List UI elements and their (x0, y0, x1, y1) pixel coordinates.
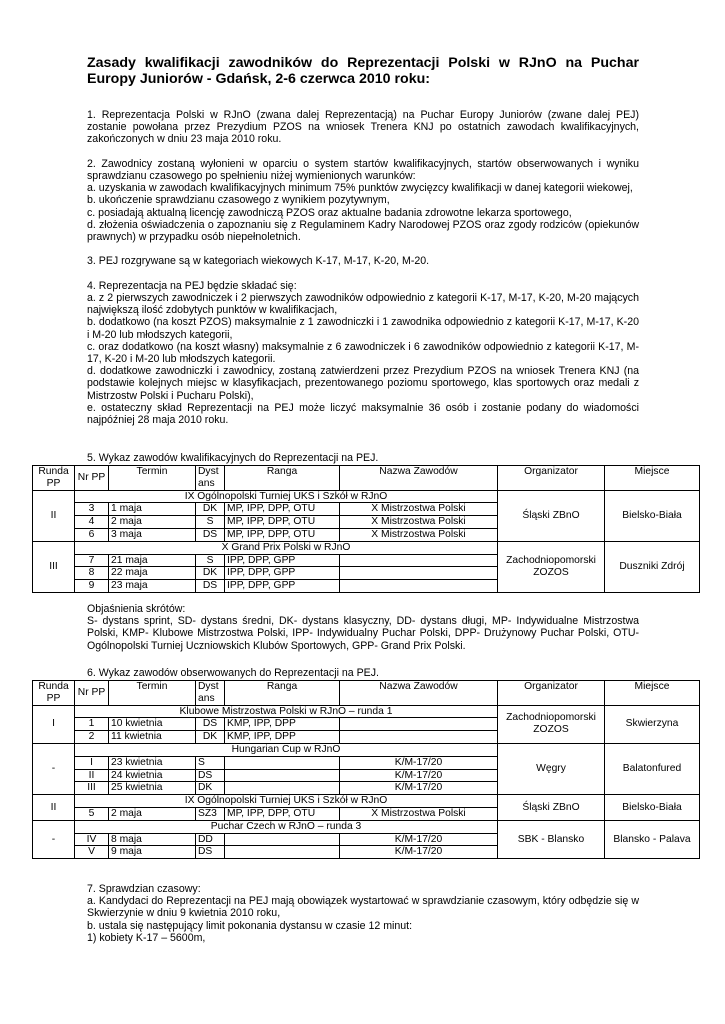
event-group-title: IX Ogólnopolski Turniej UKS i Szkół w RJnO (75, 795, 498, 808)
paragraph-4-d: d. dodatkowe zawodniczki i zawodnicy, zostaną zatwierdzeni przez Prezydium PZOS na wniosek Trenera KNJ (na podstawie kolejnych miejsc w klasyfikacjach, prezentowanego poziomu sportowego, klas sportowych oraz medali z Mistrzostw Polski i Pucharu Polski), (87, 365, 639, 402)
round-cell: III (33, 541, 75, 592)
header-miejsce: Miejsce (605, 466, 700, 491)
name-cell: X Mistrzostwa Polski (340, 807, 498, 820)
header-runda: Runda PP (33, 681, 75, 706)
paragraph-4-e: e. ostateczny skład Reprezentacji na PEJ może liczyć maksymalnie 36 osób i zostanie podany do wiadomości najpóźniej 28 maja 2010 roku. (87, 401, 639, 427)
name-cell (340, 554, 498, 567)
paragraph-3: 3. PEJ rozgrywane są w kategoriach wiekowych K-17, M-17, K-20, M-20. (87, 255, 430, 268)
rank-cell: MP, IPP, DPP, OTU (225, 516, 340, 529)
header-nr: Nr PP (75, 681, 109, 706)
rank-cell: MP, IPP, DPP, OTU (225, 503, 340, 516)
date-cell: 22 maja (109, 567, 196, 580)
place-cell: Skwierzyna (605, 705, 700, 743)
organizer-cell: Zachodniopomorski ZOZOS (498, 705, 605, 743)
event-group-title: Puchar Czech w RJnO – runda 3 (75, 820, 498, 833)
header-nazwa: Nazwa Zawodów (340, 466, 498, 491)
name-cell (340, 580, 498, 593)
distance-cell: DS (196, 718, 225, 731)
nr-cell: 9 (75, 580, 109, 593)
distance-cell: S (196, 756, 225, 769)
date-cell: 2 maja (109, 807, 196, 820)
nr-cell: V (75, 846, 109, 859)
header-termin: Termin (109, 466, 196, 491)
observed-table (32, 680, 699, 859)
date-cell: 1 maja (109, 503, 196, 516)
date-cell: 8 maja (109, 833, 196, 846)
rank-cell (225, 846, 340, 859)
distance-cell: S (196, 516, 225, 529)
header-dystans: Dyst ans (196, 681, 225, 706)
date-cell: 2 maja (109, 516, 196, 529)
nr-cell: III (75, 782, 109, 795)
distance-cell: SZ3 (196, 807, 225, 820)
date-cell: 9 maja (109, 846, 196, 859)
event-group-title: IX Ogólnopolski Turniej UKS i Szkół w RJnO (75, 490, 498, 503)
header-nr: Nr PP (75, 466, 109, 491)
table-5-caption: 5. Wykaz zawodów kwalifikacyjnych do Reprezentacji na PEJ. (87, 452, 379, 464)
distance-cell: DS (196, 528, 225, 541)
nr-cell: 3 (75, 503, 109, 516)
date-cell: 23 maja (109, 580, 196, 593)
paragraph-4-b: b. dodatkowo (na koszt PZOS) maksymalnie z 1 zawodniczki i 1 zawodnika odpowiednio z kategorii K-17, M-17, K-20 i M-20 lub młodszych kategorii, (87, 316, 639, 341)
round-cell: II (33, 490, 75, 541)
name-cell: K/M-17/20 (340, 846, 498, 859)
header-termin: Termin (109, 681, 196, 706)
section-7-intro: 7. Sprawdzian czasowy: (87, 883, 201, 895)
round-cell: II (33, 795, 75, 821)
distance-cell: DK (196, 503, 225, 516)
paragraph-4-intro: 4. Reprezentacja na PEJ będzie składać się: (87, 279, 297, 292)
paragraph-2-a: a. uzyskania w zawodach kwalifikacyjnych minimum 75% punktów zwycięzcy kwalifikacji w danej kategorii wiekowej, (87, 182, 633, 195)
place-cell: Duszniki Zdrój (605, 541, 700, 592)
name-cell: X Mistrzostwa Polski (340, 516, 498, 529)
distance-cell: DS (196, 580, 225, 593)
date-cell: 10 kwietnia (109, 718, 196, 731)
paragraph-4-c: c. oraz dodatkowo (na koszt własny) maksymalnie z 6 zawodniczek i 6 zawodników odpowiednio z kategorii K-17, M-17, K-20 i M-20 lub młodszych kategorii. (87, 340, 639, 366)
date-cell: 25 kwietnia (109, 782, 196, 795)
table-header-row (33, 681, 700, 706)
name-cell: K/M-17/20 (340, 782, 498, 795)
paragraph-2-b: b. ukończenie sprawdzianu czasowego z wynikiem pozytywnym, (87, 194, 390, 207)
organizer-cell: Śląski ZBnO (498, 490, 605, 541)
place-cell: Bielsko-Biała (605, 490, 700, 541)
nr-cell: 2 (75, 731, 109, 744)
header-dystans: Dyst ans (196, 466, 225, 491)
organizer-cell: Śląski ZBnO (498, 795, 605, 821)
paragraph-4-a: a. z 2 pierwszych zawodniczek i 2 pierwszych zawodników odpowiednio z kategorii K-17, M-17, K-20, M-20 mających największą ilość zdobytych punktów w kwalifikacjach, (87, 292, 639, 317)
rank-cell: IPP, DPP, GPP (225, 580, 340, 593)
rank-cell (225, 769, 340, 782)
rank-cell: IPP, DPP, GPP (225, 554, 340, 567)
round-cell: - (33, 743, 75, 794)
header-ranga: Ranga (225, 466, 340, 491)
nr-cell: 1 (75, 718, 109, 731)
page-title: Zasady kwalifikacji zawodników do Reprezentacji Polski w RJnO na Puchar Europy Juniorów - Gdańsk, 2-6 czerwca 2010 roku: (87, 55, 639, 87)
rank-cell: IPP, DPP, GPP (225, 567, 340, 580)
organizer-cell: Zachodniopomorski ZOZOS (498, 541, 605, 592)
paragraph-2-d: d. złożenia oświadczenia o zapoznaniu się z Regulaminem Kadry Narodowej PZOS oraz zgody rodziców (opiekunów prawnych) w przypadku osób niepełnoletnich. (87, 218, 639, 244)
document-page (87, 55, 639, 426)
table-header-row (33, 466, 700, 491)
rank-cell (225, 833, 340, 846)
nr-cell: I (75, 756, 109, 769)
nr-cell: 6 (75, 528, 109, 541)
organizer-cell: SBK - Blansko (498, 820, 605, 858)
distance-cell: DK (196, 782, 225, 795)
name-cell (340, 718, 498, 731)
name-cell (340, 567, 498, 580)
nr-cell: 4 (75, 516, 109, 529)
name-cell: K/M-17/20 (340, 769, 498, 782)
event-group-title: Hungarian Cup w RJnO (75, 743, 498, 756)
header-organizator: Organizator (498, 466, 605, 491)
date-cell: 23 kwietnia (109, 756, 196, 769)
nr-cell: II (75, 769, 109, 782)
rank-cell: MP, IPP, DPP, OTU (225, 528, 340, 541)
name-cell: X Mistrzostwa Polski (340, 503, 498, 516)
paragraph-2-c: c. posiadają aktualną licencję zawodniczą PZOS oraz aktualne badania zdrowotne lekarza sportowego, (87, 206, 572, 219)
date-cell: 3 maja (109, 528, 196, 541)
distance-cell: DK (196, 567, 225, 580)
nr-cell: IV (75, 833, 109, 846)
nr-cell: 5 (75, 807, 109, 820)
event-group-title: Klubowe Mistrzostwa Polski w RJnO – runda 1 (75, 705, 498, 718)
header-organizator: Organizator (498, 681, 605, 706)
event-group-title: X Grand Prix Polski w RJnO (75, 541, 498, 554)
rank-cell: MP, IPP, DPP, OTU (225, 807, 340, 820)
round-cell: I (33, 705, 75, 743)
paragraph-2-intro: 2. Zawodnicy zostaną wyłonieni w oparciu o system startów kwalifikacyjnych, startów obserwowanych i wyniku sprawdzianu czasowego po spełnieniu niżej wymienionych warunków: (87, 157, 639, 182)
distance-cell: S (196, 554, 225, 567)
name-cell: X Mistrzostwa Polski (340, 528, 498, 541)
section-7-a: a. Kandydaci do Reprezentacji na PEJ mają obowiązek wystartować w sprawdzianie czasowym, który odbędzie się w Skwierzynie w dniu 9 kwietnia 2010 roku, (87, 895, 639, 920)
date-cell: 21 maja (109, 554, 196, 567)
abbreviations-block (87, 603, 639, 652)
rank-cell: KMP, IPP, DPP (225, 718, 340, 731)
abbreviations-text: S- dystans sprint, SD- dystans średni, DK- dystans klasyczny, DD- dystans długi, MP- Indywidualne Mistrzostwa Polski, KMP- Klubowe Mistrzostwa Polski, IPP- Indywidualny Puchar Polski, DPP- Drużynowy Puchar Polski, OTU- Ogólnopolski Turniej Uczniowskich Klubów Sportowych, GPP- Grand Prix Polski. (87, 615, 639, 652)
abbreviations-title: Objaśnienia skrótów: (87, 603, 186, 615)
header-miejsce: Miejsce (605, 681, 700, 706)
distance-cell: DS (196, 769, 225, 782)
place-cell: Balatonfured (605, 743, 700, 794)
organizer-cell: Węgry (498, 743, 605, 794)
nr-cell: 7 (75, 554, 109, 567)
place-cell: Bielsko-Biała (605, 795, 700, 821)
name-cell: K/M-17/20 (340, 833, 498, 846)
distance-cell: DD (196, 833, 225, 846)
distance-cell: DS (196, 846, 225, 859)
qualification-table (32, 465, 699, 593)
rank-cell: KMP, IPP, DPP (225, 731, 340, 744)
nr-cell: 8 (75, 567, 109, 580)
place-cell: Blansko - Palava (605, 820, 700, 858)
name-cell (340, 731, 498, 744)
section-7-b: b. ustala się następujący limit pokonania dystansu w czasie 12 minut: (87, 919, 413, 932)
date-cell: 24 kwietnia (109, 769, 196, 782)
paragraph-1: 1. Reprezentacja Polski w RJnO (zwana dalej Reprezentacją) na Puchar Europy Juniorów (zwane dalej PEJ) zostanie powołana przez Prezydium PZOS na wniosek Trenera KNJ po ostatnich zawodach kwalifikacyjnych, zakończonych w dniu 23 maja 2010 roku. (87, 109, 639, 146)
name-cell: K/M-17/20 (340, 756, 498, 769)
header-ranga: Ranga (225, 681, 340, 706)
round-cell: - (33, 820, 75, 858)
distance-cell: DK (196, 731, 225, 744)
header-nazwa: Nazwa Zawodów (340, 681, 498, 706)
header-runda: Runda PP (33, 466, 75, 491)
section-7-item-1: 1) kobiety K-17 – 5600m, (87, 931, 206, 944)
rank-cell (225, 782, 340, 795)
date-cell: 11 kwietnia (109, 731, 196, 744)
rank-cell (225, 756, 340, 769)
table-6-caption: 6. Wykaz zawodów obserwowanych do Reprezentacji na PEJ. (87, 667, 379, 679)
section-7 (87, 883, 639, 944)
